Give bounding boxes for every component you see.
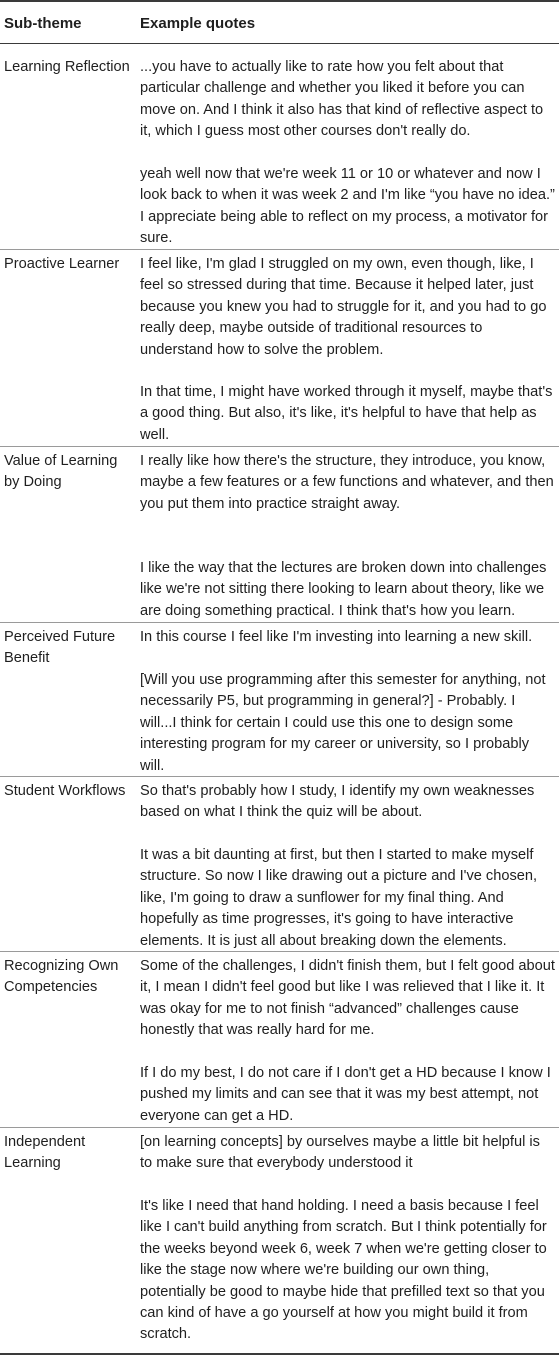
quote-paragraph: Some of the challenges, I didn't finish them, but I felt good about it, I mean I didn't feel good but like I was relieved that I like it. It was okay for me to not finish “advanced” challenges cause honestly that was really hard for me. [140,958,555,1039]
header-rule [0,43,559,44]
row-divider [0,1127,559,1128]
subtheme-cell: Proactive Learner [4,256,120,272]
subtheme-cell: Perceived Future Benefit [4,629,116,667]
subtheme-cell: Value of Learning by Doing [4,453,118,491]
quote-paragraph: So that's probably how I study, I identify my own weaknesses based on what I think the quiz will be about. [140,783,535,821]
row-divider [0,776,559,777]
subtheme-cell: Learning Reflection [4,59,130,75]
row-divider [0,446,559,447]
header-example-quotes: Example quotes [140,15,256,32]
quote-paragraph: [on learning concepts] by ourselves maybe a little bit helpful is to make sure that everybody understood it [140,1134,540,1172]
quote-paragraph: I feel like, I'm glad I struggled on my own, even though, like, I feel so stressed during that time. Because it helped later, just because you knew you had to struggle for it, and you had to go really deep, maybe outside of traditional resources to understand how to solve the problem. [140,256,547,358]
header-subtheme: Sub-theme [4,15,82,32]
row-divider [0,622,559,623]
table-top-rule [0,0,559,2]
quote-paragraph: [Will you use programming after this semester for anything, not necessarily P5, but programming in general?] - Probably. I will...I think for certain I could use this one to design some interesting program for my career or university, so I probably will. [140,672,546,774]
row-divider [0,249,559,250]
quote-paragraph: In this course I feel like I'm investing into learning a new skill. [140,629,533,645]
table-bottom-rule [0,1353,559,1355]
quote-paragraph: It was a bit daunting at first, but then I started to make myself structure. So now I like drawing out a picture and I've chosen, like, I'm going to draw a sunflower for my final thing. And hopefully as time progresses, it's going to have interactive elements. It is just all about breaking down the elements. [140,847,538,949]
subtheme-cell: Independent Learning [4,1134,86,1172]
subtheme-cell: Student Workflows [4,783,126,799]
quote-paragraph: If I do my best, I do not care if I don't get a HD because I know I pushed my limits and can see that it was my best attempt, not everyone can get a HD. [140,1065,551,1124]
quote-paragraph: I really like how there's the structure, they introduce, you know, maybe a few features or a few functions and whatever, and then you put them into practice straight away. [140,453,554,512]
quote-paragraph: I like the way that the lectures are broken down into challenges like we're not sitting there looking to learn about theory, like we are doing something practical. I think that's how you learn. [140,560,547,619]
quote-paragraph: yeah well now that we're week 11 or 10 or whatever and now I look back to when it was week 2 and I'm like “you have no idea.” I appreciate being able to reflect on my process, a motivator for sure. [140,166,555,247]
subtheme-cell: Recognizing Own Competencies [4,958,119,996]
quote-paragraph: ...you have to actually like to rate how you felt about that particular challenge and whether you liked it before you can move on. And I think it also has that kind of reflective aspect to it, which I guess most other courses don't really do. [140,59,544,140]
quote-paragraph: In that time, I might have worked through it myself, maybe that's a good thing. But also, it's like, it's helpful to have that help as well. [140,384,553,443]
row-divider [0,951,559,952]
quote-paragraph: It's like I need that hand holding. I need a basis because I feel like I can't build anything from scratch. But I think potentially for the weeks beyond week 6, week 7 when we're getting closer to like the stage now where we're building our own thing, potentially be good to maybe hide that prefilled text so that you can kind of have a go yourself at how you might build it from scratch. [140,1198,547,1343]
